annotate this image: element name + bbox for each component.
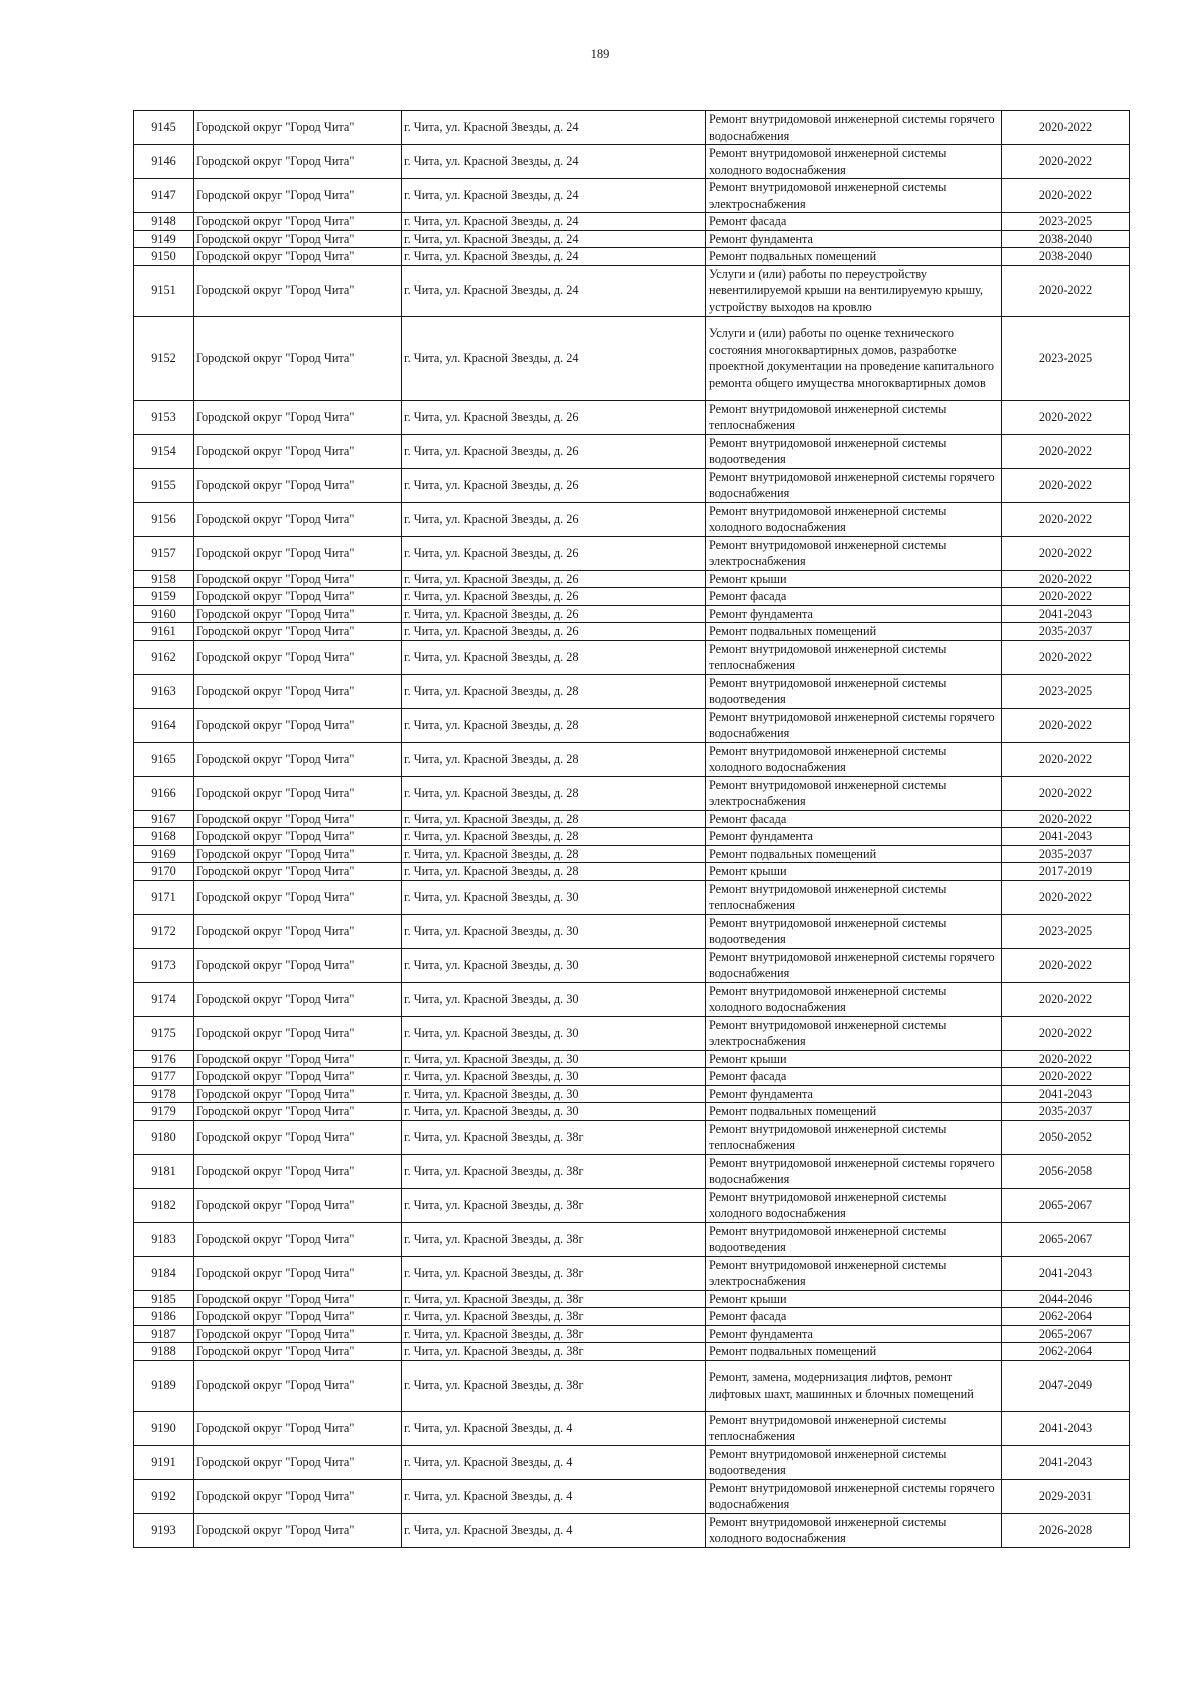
address-cell: г. Чита, ул. Красной Звезды, д. 4 [402, 1445, 706, 1479]
table-row [134, 434, 1130, 468]
address-cell: г. Чита, ул. Красной Звезды, д. 38г [402, 1308, 706, 1326]
period-cell: 2062-2064 [1002, 1343, 1130, 1361]
row-number: 9167 [134, 810, 194, 828]
municipality-cell: Городской округ "Город Чита" [194, 948, 402, 982]
row-number: 9187 [134, 1325, 194, 1343]
table-row [134, 1068, 1130, 1086]
municipality-cell: Городской округ "Город Чита" [194, 265, 402, 316]
work-type-cell: Ремонт внутридомовой инженерной системы водоотведения [706, 914, 1002, 948]
row-number: 9182 [134, 1188, 194, 1222]
period-cell: 2020-2022 [1002, 400, 1130, 434]
address-cell: г. Чита, ул. Красной Звезды, д. 28 [402, 640, 706, 674]
table-row [134, 213, 1130, 231]
period-cell: 2020-2022 [1002, 1050, 1130, 1068]
address-cell: г. Чита, ул. Красной Звезды, д. 28 [402, 742, 706, 776]
period-cell: 2035-2037 [1002, 1103, 1130, 1121]
work-type-cell: Ремонт внутридомовой инженерной системы холодного водоснабжения [706, 502, 1002, 536]
work-type-cell: Ремонт фасада [706, 1308, 1002, 1326]
municipality-cell: Городской округ "Город Чита" [194, 1445, 402, 1479]
row-number: 9180 [134, 1120, 194, 1154]
table-row [134, 845, 1130, 863]
municipality-cell: Городской округ "Город Чита" [194, 623, 402, 641]
row-number: 9186 [134, 1308, 194, 1326]
row-number: 9155 [134, 468, 194, 502]
period-cell: 2020-2022 [1002, 1068, 1130, 1086]
table-row [134, 776, 1130, 810]
table-row [134, 1222, 1130, 1256]
row-number: 9172 [134, 914, 194, 948]
row-number: 9153 [134, 400, 194, 434]
table-row [134, 1411, 1130, 1445]
municipality-cell: Городской округ "Город Чита" [194, 1154, 402, 1188]
work-type-cell: Ремонт внутридомовой инженерной системы электроснабжения [706, 1016, 1002, 1050]
row-number: 9158 [134, 570, 194, 588]
municipality-cell: Городской округ "Город Чита" [194, 145, 402, 179]
work-type-cell: Услуги и (или) работы по переустройству невентилируемой крыши на вентилируемую крышу, устройству выходов на кровлю [706, 265, 1002, 316]
table-row [134, 1120, 1130, 1154]
address-cell: г. Чита, ул. Красной Звезды, д. 30 [402, 1050, 706, 1068]
period-cell: 2020-2022 [1002, 1016, 1130, 1050]
period-cell: 2041-2043 [1002, 828, 1130, 846]
row-number: 9173 [134, 948, 194, 982]
period-cell: 2020-2022 [1002, 502, 1130, 536]
table-row [134, 1308, 1130, 1326]
address-cell: г. Чита, ул. Красной Звезды, д. 28 [402, 828, 706, 846]
period-cell: 2020-2022 [1002, 810, 1130, 828]
period-cell: 2050-2052 [1002, 1120, 1130, 1154]
municipality-cell: Городской округ "Город Чита" [194, 605, 402, 623]
period-cell: 2023-2025 [1002, 213, 1130, 231]
row-number: 9164 [134, 708, 194, 742]
row-number: 9176 [134, 1050, 194, 1068]
row-number: 9189 [134, 1360, 194, 1411]
table-row [134, 316, 1130, 400]
address-cell: г. Чита, ул. Красной Звезды, д. 24 [402, 179, 706, 213]
work-type-cell: Ремонт внутридомовой инженерной системы водоотведения [706, 1445, 1002, 1479]
row-number: 9159 [134, 588, 194, 606]
table-row [134, 674, 1130, 708]
page-number: 189 [590, 47, 610, 61]
municipality-cell: Городской округ "Город Чита" [194, 674, 402, 708]
work-type-cell: Ремонт внутридомовой инженерной системы холодного водоснабжения [706, 1513, 1002, 1547]
period-cell: 2023-2025 [1002, 914, 1130, 948]
table-row [134, 1445, 1130, 1479]
table-row [134, 502, 1130, 536]
period-cell: 2062-2064 [1002, 1308, 1130, 1326]
row-number: 9146 [134, 145, 194, 179]
period-cell: 2056-2058 [1002, 1154, 1130, 1188]
table-row [134, 1256, 1130, 1290]
table-row [134, 1479, 1130, 1513]
address-cell: г. Чита, ул. Красной Звезды, д. 26 [402, 468, 706, 502]
work-type-cell: Ремонт фундамента [706, 828, 1002, 846]
row-number: 9152 [134, 316, 194, 400]
row-number: 9171 [134, 880, 194, 914]
municipality-cell: Городской округ "Город Чита" [194, 1411, 402, 1445]
work-type-cell: Ремонт внутридомовой инженерной системы электроснабжения [706, 179, 1002, 213]
work-type-cell: Ремонт подвальных помещений [706, 1343, 1002, 1361]
address-cell: г. Чита, ул. Красной Звезды, д. 38г [402, 1188, 706, 1222]
table-row [134, 570, 1130, 588]
row-number: 9183 [134, 1222, 194, 1256]
row-number: 9147 [134, 179, 194, 213]
work-type-cell: Ремонт фундамента [706, 605, 1002, 623]
municipality-cell: Городской округ "Город Чита" [194, 434, 402, 468]
address-cell: г. Чита, ул. Красной Звезды, д. 26 [402, 400, 706, 434]
row-number: 9165 [134, 742, 194, 776]
period-cell: 2041-2043 [1002, 1445, 1130, 1479]
table-row [134, 810, 1130, 828]
work-type-cell: Ремонт внутридомовой инженерной системы теплоснабжения [706, 880, 1002, 914]
table-row [134, 536, 1130, 570]
period-cell: 2017-2019 [1002, 863, 1130, 881]
row-number: 9168 [134, 828, 194, 846]
municipality-cell: Городской округ "Город Чита" [194, 982, 402, 1016]
row-number: 9188 [134, 1343, 194, 1361]
repair-registry-table [133, 110, 1130, 1548]
period-cell: 2038-2040 [1002, 248, 1130, 266]
address-cell: г. Чита, ул. Красной Звезды, д. 38г [402, 1290, 706, 1308]
work-type-cell: Ремонт внутридомовой инженерной системы горячего водоснабжения [706, 468, 1002, 502]
table-row [134, 1016, 1130, 1050]
table-row [134, 1085, 1130, 1103]
period-cell: 2020-2022 [1002, 434, 1130, 468]
address-cell: г. Чита, ул. Красной Звезды, д. 30 [402, 982, 706, 1016]
municipality-cell: Городской округ "Город Чита" [194, 502, 402, 536]
table-row [134, 982, 1130, 1016]
address-cell: г. Чита, ул. Красной Звезды, д. 26 [402, 623, 706, 641]
address-cell: г. Чита, ул. Красной Звезды, д. 4 [402, 1479, 706, 1513]
work-type-cell: Ремонт внутридомовой инженерной системы водоотведения [706, 674, 1002, 708]
work-type-cell: Ремонт внутридомовой инженерной системы водоотведения [706, 434, 1002, 468]
municipality-cell: Городской округ "Город Чита" [194, 1290, 402, 1308]
municipality-cell: Городской округ "Город Чита" [194, 880, 402, 914]
work-type-cell: Ремонт фундамента [706, 230, 1002, 248]
row-number: 9161 [134, 623, 194, 641]
work-type-cell: Ремонт крыши [706, 570, 1002, 588]
municipality-cell: Городской округ "Город Чита" [194, 1479, 402, 1513]
table-row [134, 179, 1130, 213]
municipality-cell: Городской округ "Город Чита" [194, 400, 402, 434]
work-type-cell: Ремонт фасада [706, 213, 1002, 231]
municipality-cell: Городской округ "Город Чита" [194, 810, 402, 828]
table-row [134, 1290, 1130, 1308]
period-cell: 2065-2067 [1002, 1222, 1130, 1256]
work-type-cell: Ремонт подвальных помещений [706, 248, 1002, 266]
address-cell: г. Чита, ул. Красной Звезды, д. 28 [402, 810, 706, 828]
period-cell: 2035-2037 [1002, 623, 1130, 641]
work-type-cell: Ремонт подвальных помещений [706, 1103, 1002, 1121]
municipality-cell: Городской округ "Город Чита" [194, 1360, 402, 1411]
work-type-cell: Ремонт подвальных помещений [706, 845, 1002, 863]
row-number: 9192 [134, 1479, 194, 1513]
table-row [134, 708, 1130, 742]
work-type-cell: Услуги и (или) работы по оценке технического состояния многоквартирных домов, разработке проектной документации на проведение капитального ремонта общего имущества многоквартирных домов [706, 316, 1002, 400]
work-type-cell: Ремонт фундамента [706, 1085, 1002, 1103]
period-cell: 2065-2067 [1002, 1325, 1130, 1343]
period-cell: 2020-2022 [1002, 179, 1130, 213]
address-cell: г. Чита, ул. Красной Звезды, д. 26 [402, 536, 706, 570]
address-cell: г. Чита, ул. Красной Звезды, д. 30 [402, 914, 706, 948]
work-type-cell: Ремонт подвальных помещений [706, 623, 1002, 641]
row-number: 9185 [134, 1290, 194, 1308]
table-row [134, 230, 1130, 248]
address-cell: г. Чита, ул. Красной Звезды, д. 38г [402, 1154, 706, 1188]
address-cell: г. Чита, ул. Красной Звезды, д. 26 [402, 570, 706, 588]
period-cell: 2029-2031 [1002, 1479, 1130, 1513]
table-body [134, 111, 1130, 1548]
municipality-cell: Городской округ "Город Чита" [194, 1085, 402, 1103]
address-cell: г. Чита, ул. Красной Звезды, д. 28 [402, 776, 706, 810]
address-cell: г. Чита, ул. Красной Звезды, д. 26 [402, 502, 706, 536]
row-number: 9162 [134, 640, 194, 674]
municipality-cell: Городской округ "Город Чита" [194, 776, 402, 810]
period-cell: 2020-2022 [1002, 742, 1130, 776]
municipality-cell: Городской округ "Город Чита" [194, 828, 402, 846]
municipality-cell: Городской округ "Город Чита" [194, 248, 402, 266]
municipality-cell: Городской округ "Город Чита" [194, 468, 402, 502]
municipality-cell: Городской округ "Город Чита" [194, 742, 402, 776]
period-cell: 2038-2040 [1002, 230, 1130, 248]
period-cell: 2023-2025 [1002, 674, 1130, 708]
municipality-cell: Городской округ "Город Чита" [194, 640, 402, 674]
address-cell: г. Чита, ул. Красной Звезды, д. 28 [402, 674, 706, 708]
table-row [134, 914, 1130, 948]
work-type-cell: Ремонт внутридомовой инженерной системы горячего водоснабжения [706, 111, 1002, 145]
municipality-cell: Городской округ "Город Чита" [194, 588, 402, 606]
municipality-cell: Городской округ "Город Чита" [194, 1222, 402, 1256]
municipality-cell: Городской округ "Город Чита" [194, 845, 402, 863]
municipality-cell: Городской округ "Город Чита" [194, 1343, 402, 1361]
address-cell: г. Чита, ул. Красной Звезды, д. 26 [402, 588, 706, 606]
address-cell: г. Чита, ул. Красной Звезды, д. 30 [402, 1016, 706, 1050]
work-type-cell: Ремонт внутридомовой инженерной системы теплоснабжения [706, 640, 1002, 674]
table-row [134, 1325, 1130, 1343]
period-cell: 2020-2022 [1002, 265, 1130, 316]
row-number: 9149 [134, 230, 194, 248]
municipality-cell: Городской округ "Город Чита" [194, 1120, 402, 1154]
address-cell: г. Чита, ул. Красной Звезды, д. 28 [402, 708, 706, 742]
period-cell: 2020-2022 [1002, 145, 1130, 179]
table-row [134, 111, 1130, 145]
period-cell: 2026-2028 [1002, 1513, 1130, 1547]
work-type-cell: Ремонт фасада [706, 588, 1002, 606]
address-cell: г. Чита, ул. Красной Звезды, д. 24 [402, 316, 706, 400]
municipality-cell: Городской округ "Город Чита" [194, 1256, 402, 1290]
table-row [134, 1343, 1130, 1361]
table-row [134, 400, 1130, 434]
work-type-cell: Ремонт внутридомовой инженерной системы теплоснабжения [706, 1411, 1002, 1445]
municipality-cell: Городской округ "Город Чита" [194, 1068, 402, 1086]
address-cell: г. Чита, ул. Красной Звезды, д. 38г [402, 1120, 706, 1154]
row-number: 9163 [134, 674, 194, 708]
municipality-cell: Городской округ "Город Чита" [194, 1325, 402, 1343]
municipality-cell: Городской округ "Город Чита" [194, 1308, 402, 1326]
period-cell: 2020-2022 [1002, 708, 1130, 742]
table-row [134, 1103, 1130, 1121]
table-row [134, 265, 1130, 316]
address-cell: г. Чита, ул. Красной Звезды, д. 38г [402, 1222, 706, 1256]
municipality-cell: Городской округ "Город Чита" [194, 213, 402, 231]
table-row [134, 742, 1130, 776]
work-type-cell: Ремонт внутридомовой инженерной системы горячего водоснабжения [706, 708, 1002, 742]
work-type-cell: Ремонт внутридомовой инженерной системы теплоснабжения [706, 400, 1002, 434]
row-number: 9148 [134, 213, 194, 231]
period-cell: 2020-2022 [1002, 468, 1130, 502]
address-cell: г. Чита, ул. Красной Звезды, д. 38г [402, 1256, 706, 1290]
table-row [134, 880, 1130, 914]
table-row [134, 623, 1130, 641]
table-row [134, 1050, 1130, 1068]
table-row [134, 248, 1130, 266]
table-row [134, 863, 1130, 881]
table-row [134, 948, 1130, 982]
table-row [134, 1154, 1130, 1188]
row-number: 9166 [134, 776, 194, 810]
table-row [134, 145, 1130, 179]
work-type-cell: Ремонт внутридомовой инженерной системы холодного водоснабжения [706, 145, 1002, 179]
address-cell: г. Чита, ул. Красной Звезды, д. 26 [402, 434, 706, 468]
address-cell: г. Чита, ул. Красной Звезды, д. 30 [402, 1085, 706, 1103]
row-number: 9154 [134, 434, 194, 468]
work-type-cell: Ремонт внутридомовой инженерной системы холодного водоснабжения [706, 742, 1002, 776]
municipality-cell: Городской округ "Город Чита" [194, 914, 402, 948]
municipality-cell: Городской округ "Город Чита" [194, 111, 402, 145]
address-cell: г. Чита, ул. Красной Звезды, д. 30 [402, 1103, 706, 1121]
period-cell: 2020-2022 [1002, 776, 1130, 810]
row-number: 9150 [134, 248, 194, 266]
period-cell: 2044-2046 [1002, 1290, 1130, 1308]
table-row [134, 1360, 1130, 1411]
municipality-cell: Городской округ "Город Чита" [194, 863, 402, 881]
address-cell: г. Чита, ул. Красной Звезды, д. 24 [402, 111, 706, 145]
municipality-cell: Городской округ "Город Чита" [194, 1188, 402, 1222]
work-type-cell: Ремонт внутридомовой инженерной системы холодного водоснабжения [706, 982, 1002, 1016]
work-type-cell: Ремонт фасада [706, 1068, 1002, 1086]
period-cell: 2020-2022 [1002, 536, 1130, 570]
municipality-cell: Городской округ "Город Чита" [194, 1103, 402, 1121]
period-cell: 2035-2037 [1002, 845, 1130, 863]
municipality-cell: Городской округ "Город Чита" [194, 536, 402, 570]
municipality-cell: Городской округ "Город Чита" [194, 708, 402, 742]
row-number: 9169 [134, 845, 194, 863]
municipality-cell: Городской округ "Город Чита" [194, 570, 402, 588]
row-number: 9191 [134, 1445, 194, 1479]
address-cell: г. Чита, ул. Красной Звезды, д. 38г [402, 1343, 706, 1361]
row-number: 9177 [134, 1068, 194, 1086]
period-cell: 2020-2022 [1002, 570, 1130, 588]
work-type-cell: Ремонт внутридомовой инженерной системы водоотведения [706, 1222, 1002, 1256]
row-number: 9190 [134, 1411, 194, 1445]
address-cell: г. Чита, ул. Красной Звезды, д. 24 [402, 230, 706, 248]
table-row [134, 588, 1130, 606]
period-cell: 2041-2043 [1002, 605, 1130, 623]
address-cell: г. Чита, ул. Красной Звезды, д. 28 [402, 863, 706, 881]
municipality-cell: Городской округ "Город Чита" [194, 179, 402, 213]
period-cell: 2023-2025 [1002, 316, 1130, 400]
address-cell: г. Чита, ул. Красной Звезды, д. 38г [402, 1360, 706, 1411]
work-type-cell: Ремонт внутридомовой инженерной системы электроснабжения [706, 536, 1002, 570]
work-type-cell: Ремонт внутридомовой инженерной системы теплоснабжения [706, 1120, 1002, 1154]
address-cell: г. Чита, ул. Красной Звезды, д. 28 [402, 845, 706, 863]
address-cell: г. Чита, ул. Красной Звезды, д. 24 [402, 248, 706, 266]
work-type-cell: Ремонт внутридомовой инженерной системы горячего водоснабжения [706, 1154, 1002, 1188]
row-number: 9160 [134, 605, 194, 623]
work-type-cell: Ремонт фасада [706, 810, 1002, 828]
period-cell: 2047-2049 [1002, 1360, 1130, 1411]
row-number: 9178 [134, 1085, 194, 1103]
row-number: 9181 [134, 1154, 194, 1188]
period-cell: 2041-2043 [1002, 1085, 1130, 1103]
period-cell: 2020-2022 [1002, 880, 1130, 914]
period-cell: 2020-2022 [1002, 588, 1130, 606]
table-row [134, 1188, 1130, 1222]
address-cell: г. Чита, ул. Красной Звезды, д. 24 [402, 265, 706, 316]
work-type-cell: Ремонт крыши [706, 1290, 1002, 1308]
row-number: 9174 [134, 982, 194, 1016]
work-type-cell: Ремонт внутридомовой инженерной системы электроснабжения [706, 776, 1002, 810]
municipality-cell: Городской округ "Город Чита" [194, 1513, 402, 1547]
table-row [134, 605, 1130, 623]
row-number: 9151 [134, 265, 194, 316]
work-type-cell: Ремонт крыши [706, 863, 1002, 881]
row-number: 9145 [134, 111, 194, 145]
municipality-cell: Городской округ "Город Чита" [194, 1050, 402, 1068]
period-cell: 2020-2022 [1002, 948, 1130, 982]
table-row [134, 640, 1130, 674]
address-cell: г. Чита, ул. Красной Звезды, д. 24 [402, 213, 706, 231]
municipality-cell: Городской округ "Город Чита" [194, 1016, 402, 1050]
work-type-cell: Ремонт внутридомовой инженерной системы электроснабжения [706, 1256, 1002, 1290]
address-cell: г. Чита, ул. Красной Звезды, д. 30 [402, 1068, 706, 1086]
row-number: 9184 [134, 1256, 194, 1290]
row-number: 9156 [134, 502, 194, 536]
period-cell: 2020-2022 [1002, 982, 1130, 1016]
table-row [134, 1513, 1130, 1547]
table-row [134, 468, 1130, 502]
address-cell: г. Чита, ул. Красной Звезды, д. 4 [402, 1513, 706, 1547]
municipality-cell: Городской округ "Город Чита" [194, 316, 402, 400]
work-type-cell: Ремонт внутридомовой инженерной системы холодного водоснабжения [706, 1188, 1002, 1222]
work-type-cell: Ремонт крыши [706, 1050, 1002, 1068]
row-number: 9157 [134, 536, 194, 570]
period-cell: 2041-2043 [1002, 1411, 1130, 1445]
row-number: 9175 [134, 1016, 194, 1050]
address-cell: г. Чита, ул. Красной Звезды, д. 38г [402, 1325, 706, 1343]
period-cell: 2020-2022 [1002, 640, 1130, 674]
row-number: 9179 [134, 1103, 194, 1121]
work-type-cell: Ремонт внутридомовой инженерной системы горячего водоснабжения [706, 1479, 1002, 1513]
municipality-cell: Городской округ "Город Чита" [194, 230, 402, 248]
work-type-cell: Ремонт, замена, модернизация лифтов, ремонт лифтовых шахт, машинных и блочных помещений [706, 1360, 1002, 1411]
work-type-cell: Ремонт внутридомовой инженерной системы горячего водоснабжения [706, 948, 1002, 982]
table-row [134, 828, 1130, 846]
work-type-cell: Ремонт фундамента [706, 1325, 1002, 1343]
address-cell: г. Чита, ул. Красной Звезды, д. 4 [402, 1411, 706, 1445]
address-cell: г. Чита, ул. Красной Звезды, д. 26 [402, 605, 706, 623]
period-cell: 2041-2043 [1002, 1256, 1130, 1290]
row-number: 9193 [134, 1513, 194, 1547]
address-cell: г. Чита, ул. Красной Звезды, д. 24 [402, 145, 706, 179]
period-cell: 2065-2067 [1002, 1188, 1130, 1222]
row-number: 9170 [134, 863, 194, 881]
address-cell: г. Чита, ул. Красной Звезды, д. 30 [402, 880, 706, 914]
period-cell: 2020-2022 [1002, 111, 1130, 145]
address-cell: г. Чита, ул. Красной Звезды, д. 30 [402, 948, 706, 982]
